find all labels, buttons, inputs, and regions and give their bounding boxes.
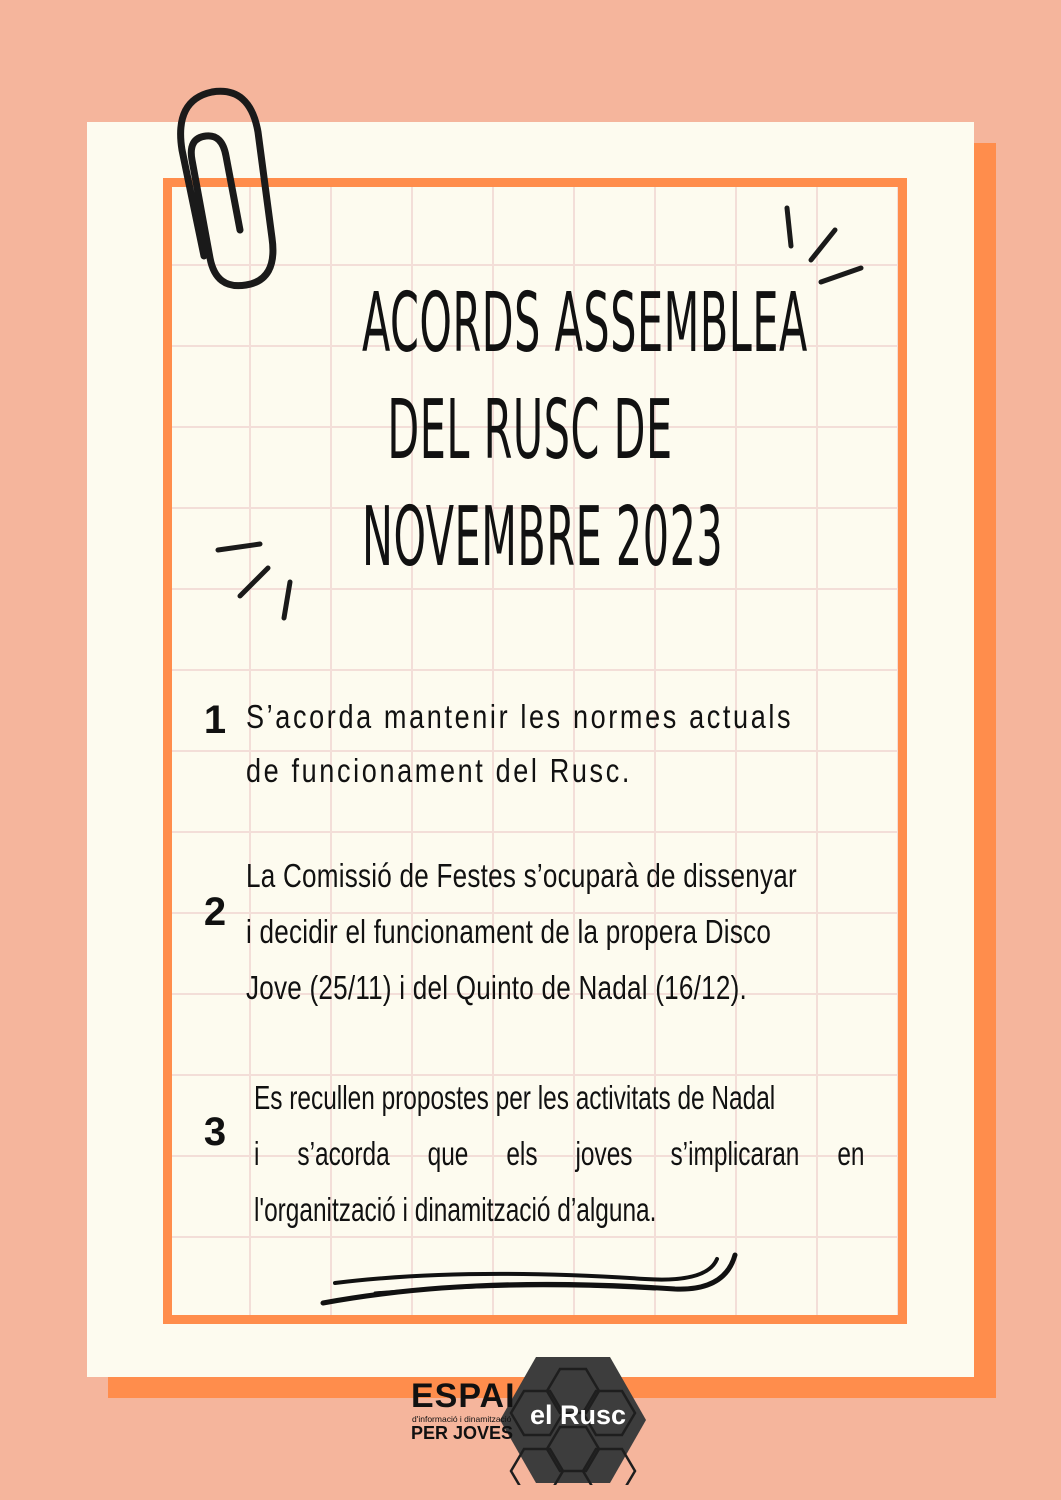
logo-rusc: el Rusc [530, 1400, 627, 1430]
item-2-line-3: Jove (25/11) i del Quinto de Nadal (16/12). [246, 969, 747, 1006]
agreement-item-3 [254, 1070, 865, 1238]
paperclip-icon [160, 80, 280, 295]
item-3-line-3: l'organització i dinamització d’alguna. [254, 1191, 657, 1228]
item-3-line-1: Es recullen propostes per les activitats de Nadal [254, 1079, 776, 1116]
item-1-line-1: S’acorda mantenir les normes actuals [246, 698, 794, 735]
agreement-item-2 [246, 848, 797, 1016]
logo-espai: ESPAI [411, 1377, 516, 1415]
page-title [362, 270, 808, 591]
item-number-1: 1 [203, 698, 227, 742]
logo-subtitle: d'informació i dinamització [412, 1414, 512, 1424]
word: joves [575, 1135, 633, 1172]
title-line-1: ACORDS ASSEMBLEA [362, 276, 808, 371]
word: que [427, 1135, 469, 1172]
word: s’acorda [297, 1135, 390, 1172]
word: s’implicaran [670, 1135, 800, 1172]
word: en [837, 1135, 865, 1172]
word: els [506, 1135, 538, 1172]
logo-per-joves: PER JOVES [411, 1423, 514, 1443]
swoosh-underline-icon [315, 1245, 745, 1310]
item-number-2: 2 [203, 890, 227, 934]
word: i [254, 1135, 260, 1172]
item-1-line-2: de funcionament del Rusc. [246, 752, 633, 789]
item-2-line-2: i decidir el funcionament de la propera Disco [246, 913, 772, 950]
item-number-3: 3 [203, 1110, 227, 1154]
title-line-2: DEL RUSC DE [387, 383, 673, 478]
agreement-item-1 [246, 690, 793, 798]
spark-lines-bottom-icon [210, 530, 305, 625]
item-2-line-1: La Comissió de Festes s’ocuparà de dissenyar [246, 857, 797, 894]
title-line-3: NOVEMBRE 2023 [362, 490, 724, 585]
item-3-line-2 [254, 1126, 865, 1182]
